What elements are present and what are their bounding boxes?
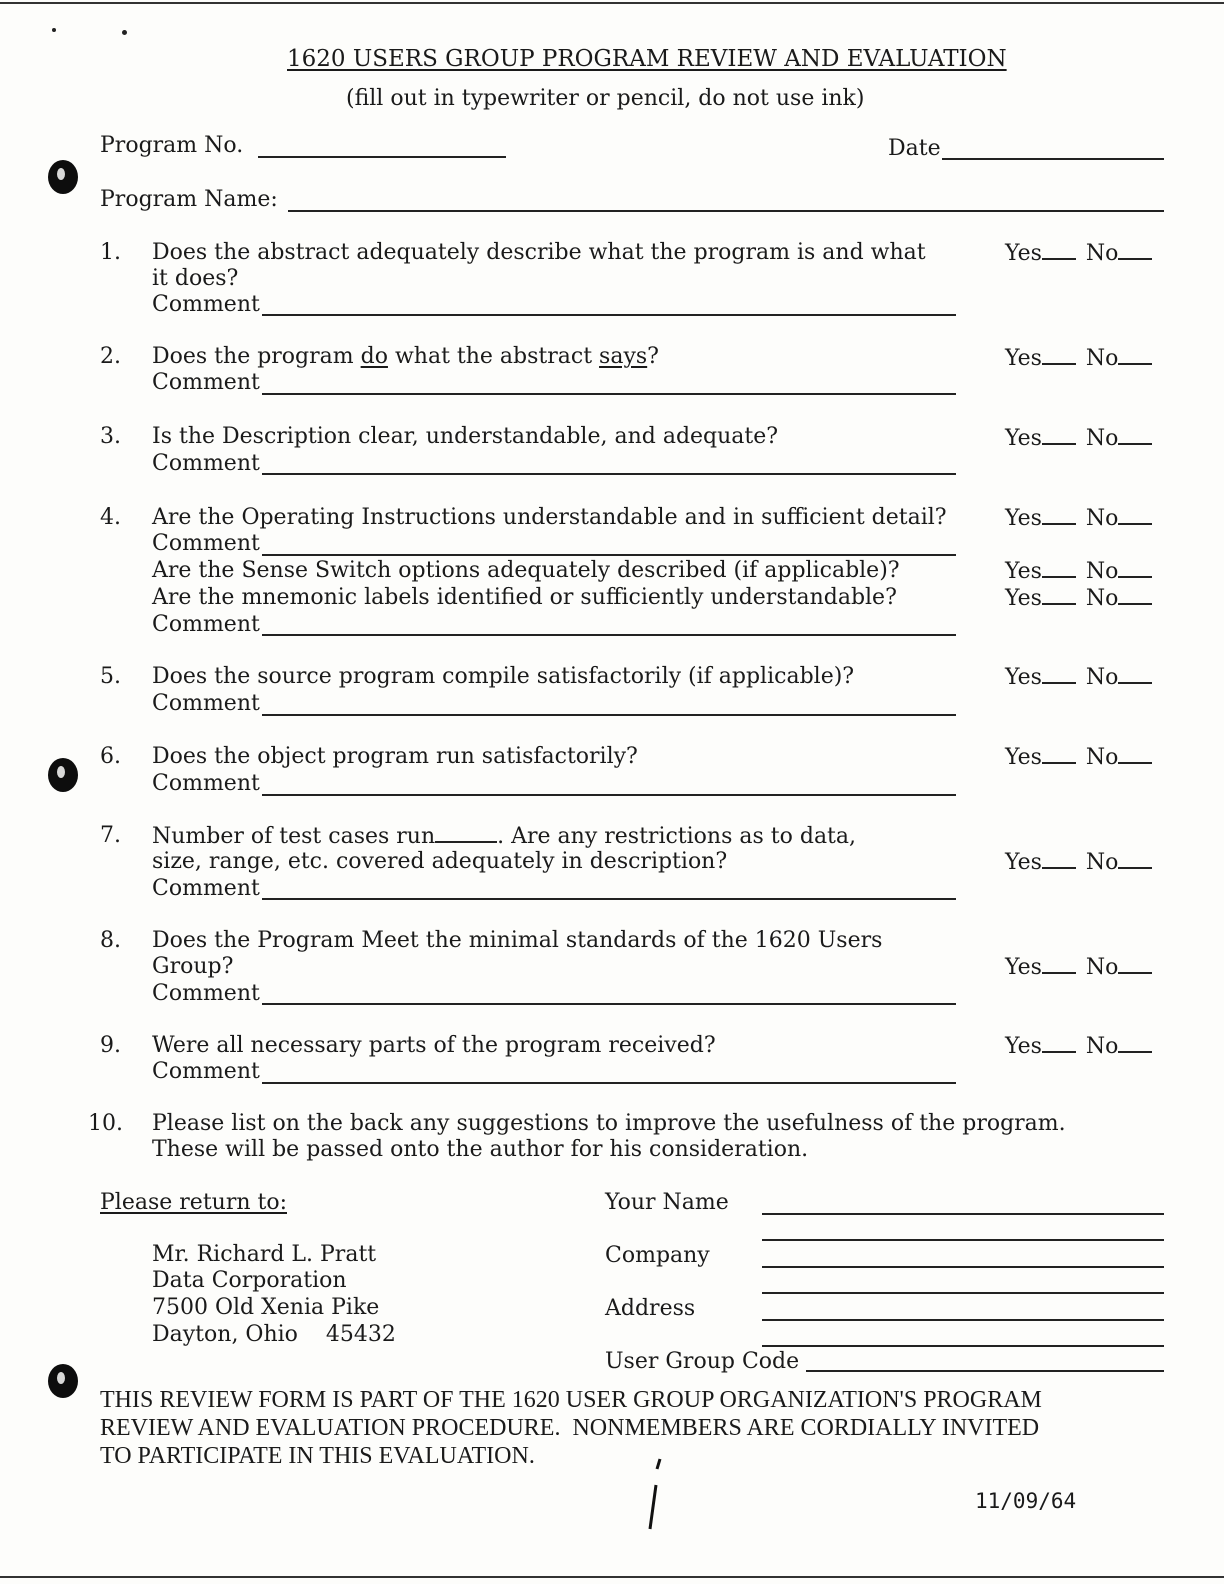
yes-blank[interactable] [1042,744,1076,764]
user-group-code-label: User Group Code [605,1349,800,1374]
question-text: Please list on the back any suggestions to improve the usefulness of the program. [152,1111,1066,1136]
yes-label: Yes [1005,955,1042,980]
yes-label: Yes [1005,559,1042,584]
yes-no-choice[interactable] [1005,1033,1162,1060]
no-label: No [1085,850,1119,875]
no-blank[interactable] [1118,744,1152,764]
address-label: Address [605,1296,696,1321]
comment-field[interactable] [262,1003,956,1005]
comment-label: Comment [152,451,260,476]
company-label: Company [605,1243,710,1268]
company-field-2[interactable] [762,1292,1164,1294]
question-text: Are the Operating Instructions understandable and in sufficient detail? [152,505,947,530]
comment-field[interactable] [262,554,956,556]
question-number: 5. [100,664,121,689]
question-text: Group? [152,954,234,979]
yes-blank[interactable] [1042,954,1076,974]
date-field[interactable] [942,158,1164,160]
comment-field[interactable] [262,1082,956,1084]
no-label: No [1085,426,1119,451]
no-label: No [1085,506,1119,531]
comment-field[interactable] [262,898,956,900]
program-no-label: Program No. [100,133,244,158]
top-edge-line [0,2,1224,4]
no-label: No [1085,559,1119,584]
no-blank[interactable] [1118,849,1152,869]
yes-label: Yes [1005,506,1042,531]
no-blank[interactable] [1118,240,1152,260]
your-name-label: Your Name [605,1190,729,1215]
no-blank[interactable] [1118,664,1152,684]
yes-blank[interactable] [1042,240,1076,260]
yes-label: Yes [1005,426,1042,451]
question-number: 7. [100,823,121,848]
no-blank[interactable] [1118,345,1152,365]
question-text: Does the program do what the abstract says? [152,344,659,369]
form-date-code: 11/09/64 [975,1489,1077,1513]
question-number: 3. [100,424,121,449]
footer-line: REVIEW AND EVALUATION PROCEDURE. NONMEMBERS ARE CORDIALLY INVITED [100,1415,1040,1441]
return-street: 7500 Old Xenia Pike [152,1295,380,1320]
question-text: Number of test cases run . Are any restrictions as to data, [152,824,857,849]
no-blank[interactable] [1118,558,1152,578]
comment-label: Comment [152,981,260,1006]
yes-blank[interactable] [1042,664,1076,684]
question-text: Does the source program compile satisfactorily (if applicable)? [152,664,855,689]
no-label: No [1085,1034,1119,1059]
comment-label: Comment [152,292,260,317]
yes-blank[interactable] [1042,558,1076,578]
test-cases-blank[interactable] [435,823,497,843]
form-subtitle: (fill out in typewriter or pencil, do not use ink) [346,86,865,111]
question-text: Were all necessary parts of the program received? [152,1033,716,1058]
yes-blank[interactable] [1042,1033,1076,1053]
yes-label: Yes [1005,850,1042,875]
yes-no-choice[interactable] [1005,425,1162,452]
return-name: Mr. Richard L. Pratt [152,1242,377,1267]
yes-no-choice[interactable] [1005,849,1162,876]
comment-label: Comment [152,612,260,637]
yes-label: Yes [1005,745,1042,770]
return-to-heading: Please return to: [100,1190,287,1215]
comment-label: Comment [152,771,260,796]
yes-label: Yes [1005,241,1042,266]
return-city: Dayton, Ohio 45432 [152,1322,396,1347]
no-label: No [1085,241,1119,266]
no-label: No [1085,586,1119,611]
address-field-2[interactable] [762,1345,1164,1347]
form-title: 1620 USERS GROUP PROGRAM REVIEW AND EVALUATION [287,46,1007,72]
punch-hole-icon [48,758,78,792]
yes-blank[interactable] [1042,849,1076,869]
bottom-edge-line [0,1576,1224,1578]
yes-no-choice[interactable] [1005,744,1162,771]
question-text: it does? [152,266,239,291]
yes-label: Yes [1005,586,1042,611]
address-field[interactable] [762,1319,1164,1321]
question-number: 6. [100,744,121,769]
comment-field[interactable] [262,393,956,395]
comment-field[interactable] [262,634,956,636]
yes-no-choice[interactable] [1005,664,1162,691]
question-number: 4. [100,505,121,530]
yes-blank[interactable] [1042,505,1076,525]
your-name-field-2[interactable] [762,1239,1164,1241]
program-name-field[interactable] [288,210,1164,212]
stray-mark [52,28,56,32]
question-number: 8. [100,928,121,953]
punch-hole-icon [48,1364,78,1398]
question-text: Are the mnemonic labels identified or sufficiently understandable? [152,585,897,610]
question-number: 1. [100,240,121,265]
yes-blank[interactable] [1042,585,1076,605]
stray-mark [122,30,127,35]
yes-no-choice[interactable] [1005,505,1162,532]
footer-line: THIS REVIEW FORM IS PART OF THE 1620 USER GROUP ORGANIZATION'S PROGRAM [100,1387,1042,1413]
question-text: Does the Program Meet the minimal standards of the 1620 Users [152,928,883,953]
comment-label: Comment [152,531,260,556]
no-label: No [1085,745,1119,770]
punch-hole-icon [48,160,78,194]
no-label: No [1085,955,1119,980]
yes-label: Yes [1005,1034,1042,1059]
question-text: Does the abstract adequately describe what the program is and what [152,240,926,265]
question-number: 2. [100,344,121,369]
yes-no-choice[interactable] [1005,954,1162,981]
comment-field[interactable] [262,473,956,475]
program-no-field[interactable] [258,156,506,158]
question-text: size, range, etc. covered adequately in description? [152,849,728,874]
company-field[interactable] [762,1266,1164,1268]
yes-no-choice[interactable] [1005,558,1162,585]
comment-label: Comment [152,370,260,395]
question-text: Does the object program run satisfactorily? [152,744,638,769]
no-blank[interactable] [1118,585,1152,605]
user-group-code-field[interactable] [806,1370,1164,1372]
pencil-mark-icon [640,1455,670,1535]
your-name-field[interactable] [762,1213,1164,1215]
comment-field[interactable] [262,314,956,316]
footer-line: TO PARTICIPATE IN THIS EVALUATION. [100,1443,535,1469]
comment-label: Comment [152,876,260,901]
no-blank[interactable] [1118,954,1152,974]
no-blank[interactable] [1118,425,1152,445]
program-name-label: Program Name: [100,187,278,212]
question-text: These will be passed onto the author for his consideration. [152,1137,809,1162]
question-text: Are the Sense Switch options adequately described (if applicable)? [152,558,900,583]
question-number: 9. [100,1033,121,1058]
date-label: Date [888,136,941,161]
no-blank[interactable] [1118,505,1152,525]
yes-blank[interactable] [1042,425,1076,445]
no-label: No [1085,665,1119,690]
no-blank[interactable] [1118,1033,1152,1053]
comment-label: Comment [152,691,260,716]
question-number: 10. [88,1111,123,1136]
yes-label: Yes [1005,346,1042,371]
question-text: Is the Description clear, understandable, and adequate? [152,424,779,449]
yes-no-choice[interactable] [1005,585,1162,612]
yes-blank[interactable] [1042,345,1076,365]
no-label: No [1085,346,1119,371]
return-company: Data Corporation [152,1268,347,1293]
yes-no-choice[interactable] [1005,240,1162,267]
comment-field[interactable] [262,794,956,796]
yes-label: Yes [1005,665,1042,690]
yes-no-choice[interactable] [1005,345,1162,372]
comment-field[interactable] [262,714,956,716]
comment-label: Comment [152,1059,260,1084]
